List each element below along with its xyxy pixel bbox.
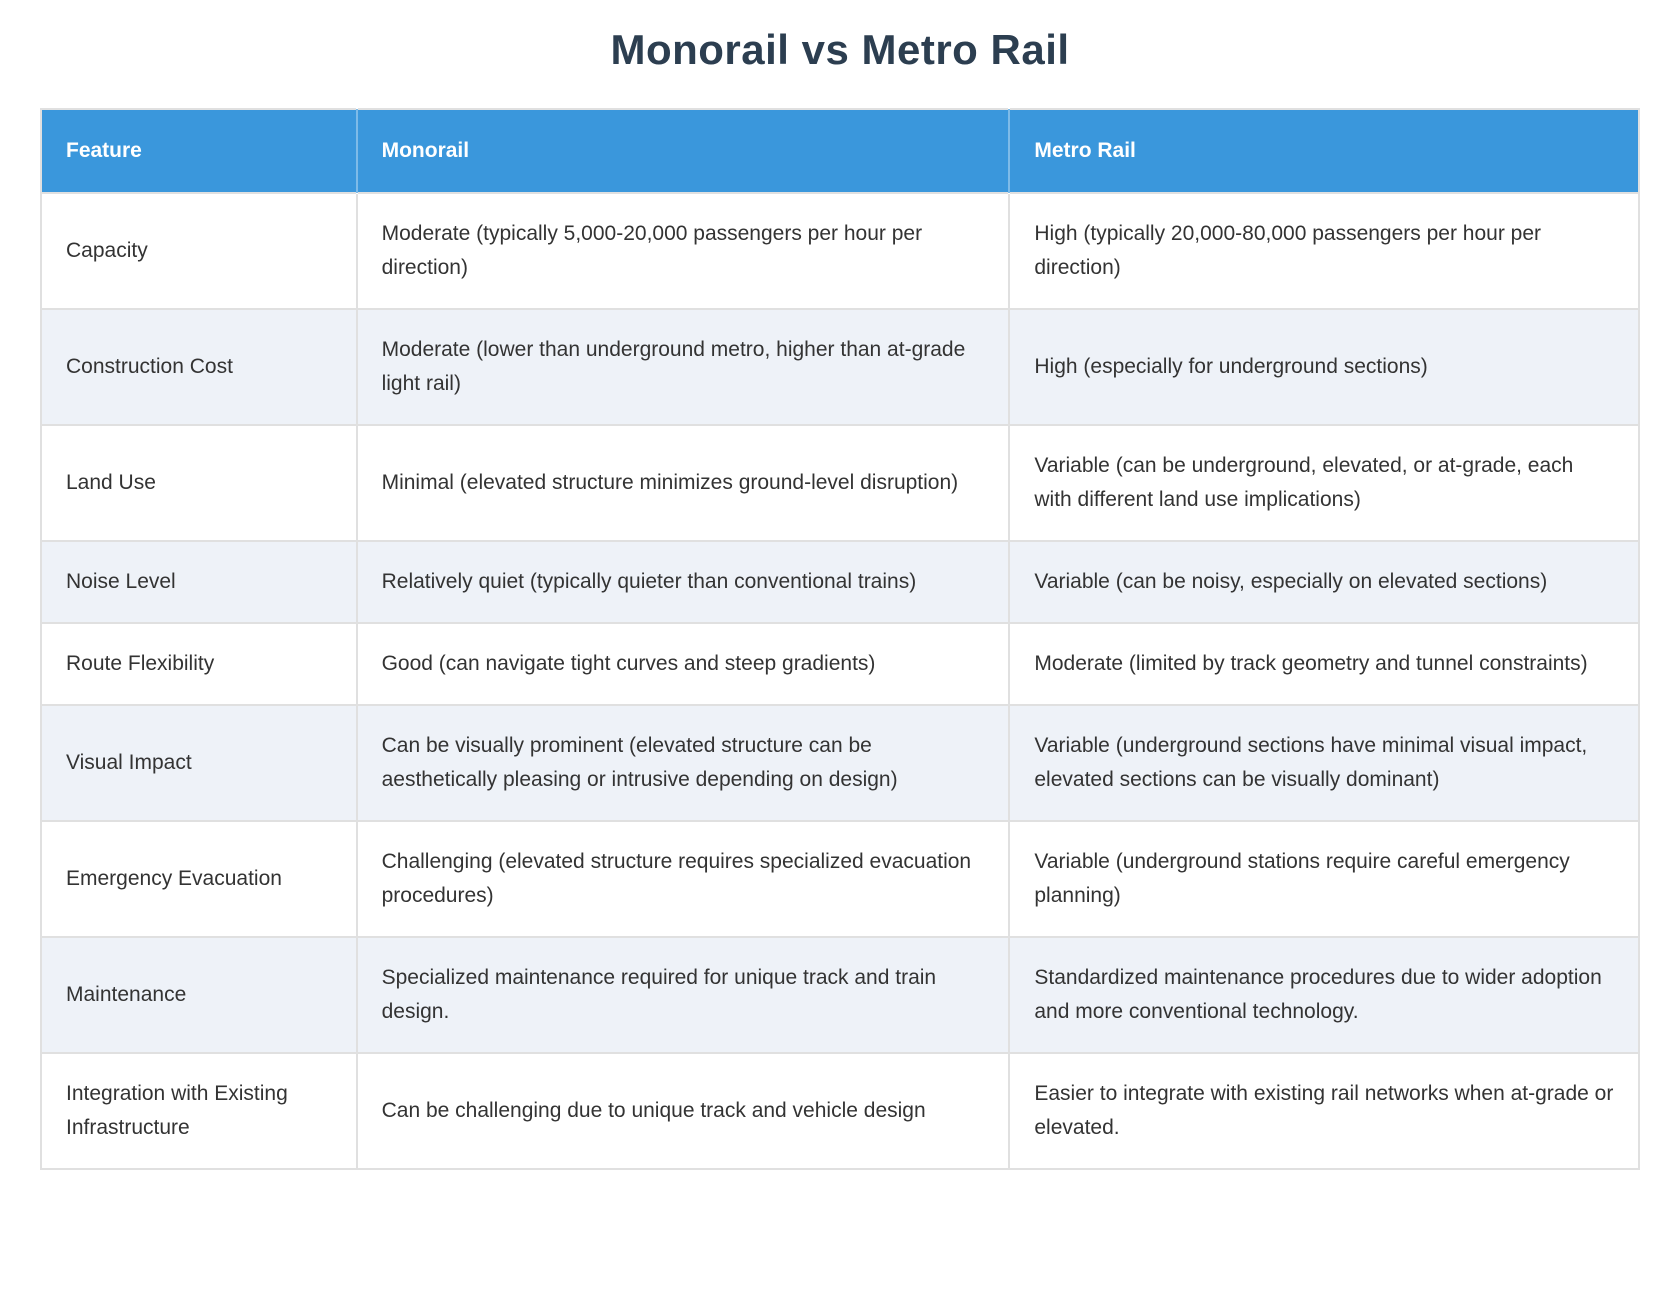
feature-cell: Land Use bbox=[41, 425, 357, 541]
header-metro-rail: Metro Rail bbox=[1009, 109, 1639, 193]
table-row bbox=[41, 937, 1639, 1053]
monorail-cell: Minimal (elevated structure minimizes ground-level disruption) bbox=[357, 425, 1010, 541]
monorail-cell: Specialized maintenance required for unique track and train design. bbox=[357, 937, 1010, 1053]
monorail-cell: Good (can navigate tight curves and steep gradients) bbox=[357, 623, 1010, 705]
metro-cell: High (typically 20,000-80,000 passengers per hour per direction) bbox=[1009, 193, 1639, 309]
metro-cell: Moderate (limited by track geometry and tunnel constraints) bbox=[1009, 623, 1639, 705]
header-monorail: Monorail bbox=[357, 109, 1010, 193]
monorail-cell: Relatively quiet (typically quieter than conventional trains) bbox=[357, 541, 1010, 623]
feature-cell: Route Flexibility bbox=[41, 623, 357, 705]
table-row bbox=[41, 1053, 1639, 1169]
comparison-table bbox=[40, 108, 1640, 1170]
feature-cell: Visual Impact bbox=[41, 705, 357, 821]
monorail-cell: Can be visually prominent (elevated structure can be aesthetically pleasing or intrusive depending on design) bbox=[357, 705, 1010, 821]
feature-cell: Maintenance bbox=[41, 937, 357, 1053]
monorail-cell: Challenging (elevated structure requires specialized evacuation procedures) bbox=[357, 821, 1010, 937]
table-row bbox=[41, 193, 1639, 309]
header-row bbox=[41, 109, 1639, 193]
metro-cell: Variable (can be noisy, especially on elevated sections) bbox=[1009, 541, 1639, 623]
metro-cell: Standardized maintenance procedures due to wider adoption and more conventional technology. bbox=[1009, 937, 1639, 1053]
monorail-cell: Moderate (lower than underground metro, higher than at-grade light rail) bbox=[357, 309, 1010, 425]
feature-cell: Construction Cost bbox=[41, 309, 357, 425]
feature-cell: Integration with Existing Infrastructure bbox=[41, 1053, 357, 1169]
table-header bbox=[41, 109, 1639, 193]
table-row bbox=[41, 623, 1639, 705]
table-row bbox=[41, 309, 1639, 425]
table-body bbox=[41, 193, 1639, 1169]
monorail-cell: Moderate (typically 5,000-20,000 passengers per hour per direction) bbox=[357, 193, 1010, 309]
metro-cell: Variable (underground sections have minimal visual impact, elevated sections can be visually dominant) bbox=[1009, 705, 1639, 821]
feature-cell: Noise Level bbox=[41, 541, 357, 623]
table-row bbox=[41, 821, 1639, 937]
table-row bbox=[41, 425, 1639, 541]
metro-cell: Variable (can be underground, elevated, or at-grade, each with different land use implications) bbox=[1009, 425, 1639, 541]
table-row bbox=[41, 705, 1639, 821]
feature-cell: Capacity bbox=[41, 193, 357, 309]
metro-cell: Variable (underground stations require careful emergency planning) bbox=[1009, 821, 1639, 937]
page-title: Monorail vs Metro Rail bbox=[610, 26, 1070, 73]
metro-cell: High (especially for underground sections) bbox=[1009, 309, 1639, 425]
table-row bbox=[41, 541, 1639, 623]
header-feature: Feature bbox=[41, 109, 357, 193]
metro-cell: Easier to integrate with existing rail networks when at-grade or elevated. bbox=[1009, 1053, 1639, 1169]
monorail-cell: Can be challenging due to unique track and vehicle design bbox=[357, 1053, 1010, 1169]
feature-cell: Emergency Evacuation bbox=[41, 821, 357, 937]
